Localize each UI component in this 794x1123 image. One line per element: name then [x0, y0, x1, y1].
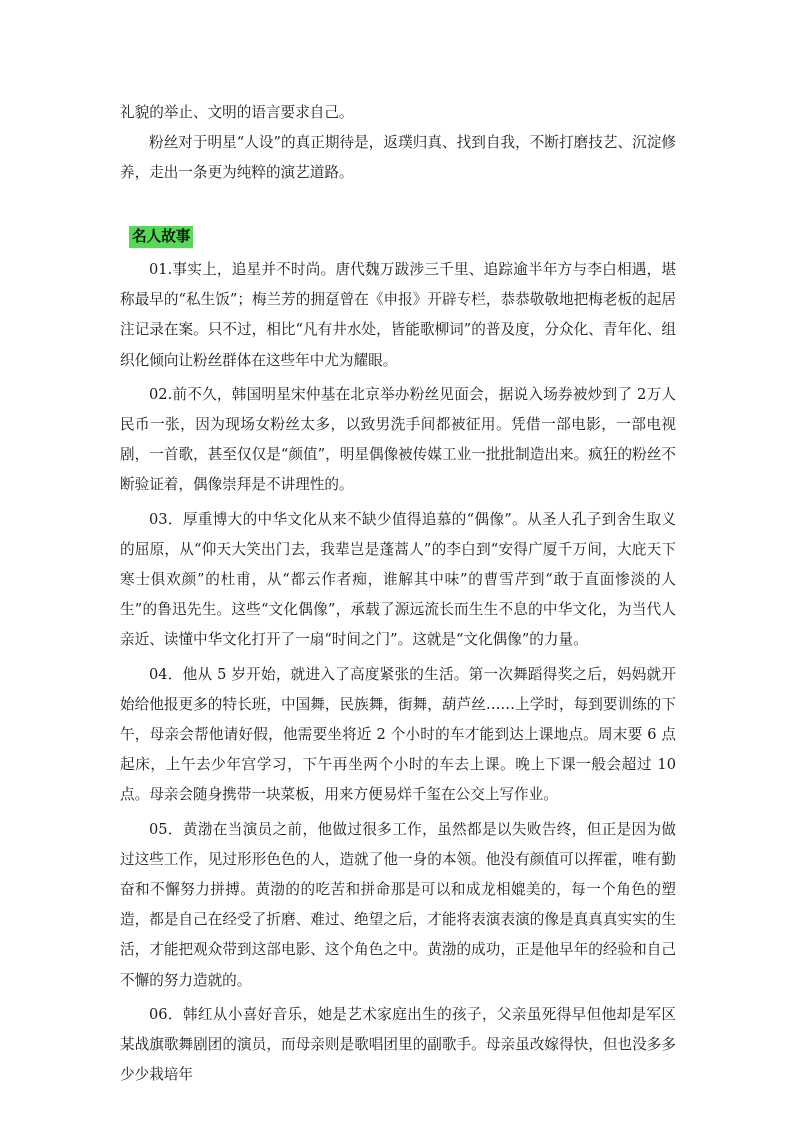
story-paragraph-02: 02.前不久，韩国明星宋仲基在北京举办粉丝见面会，据说入场券被炒到了 2万人民币一张，因为现场女粉丝太多，以致男洗手间都被征用。凭借一部电影，一部电视剧，一首歌，甚至仅仅是“颜值”，明星偶像被传媒工业一批批制造出来。疯狂的粉丝不断验证着，偶像崇拜是不讲理性的。: [120, 385, 676, 494]
intro-section: [120, 98, 676, 189]
story-paragraph-01: 01.事实上，追星并不时尚。唐代魏万跋涉三千里、追踪逾半年方与李白相遇，堪称最早的“私生饭”；梅兰芳的拥趸曾在《申报》开辟专栏，恭恭敬敬地把梅老板的起居注记录在案。只不过，相比“凡有井水处，皆能歌柳词”的普及度，分众化、青年化、组织化倾向让粉丝群体在这些年中尤为耀眼。: [120, 261, 676, 369]
story-paragraph-03: 03．厚重博大的中华文化从来不缺少值得追慕的“偶像”。从圣人孔子到舍生取义的屈原，从“仰天大笑出门去，我辈岂是蓬蒿人”的李白到“安得广厦千万间，大庇天下寒士俱欢颜”的杜甫，从“都云作者痴，谁解其中味”的曹雪芹到“敢于直面惨淡的人生”的鲁迅先生。这些“文化偶像”，承载了源远流长而生生不息的中华文化，为当代人亲近、读懂中华文化打开了一扇“时间之门”。这就是“文化偶像”的力量。: [120, 510, 676, 649]
story-paragraph-06: 06．韩红从小喜好音乐，她是艺术家庭出生的孩子，父亲虽死得早但他却是军区某战旗歌舞剧团的演员，而母亲则是歌唱团里的副歌手。母亲虽改嫁得快，但也没多多少少栽培年: [120, 1005, 676, 1084]
story-paragraph-05: 05．黄渤在当演员之前，他做过很多工作，虽然都是以失败告终，但正是因为做过这些工作，见过形形色色的人，造就了他一身的本领。他没有颜值可以挥霍，唯有勤奋和不懈努力拼搏。黄渤的的吃苦和拼命那是可以和成龙相媲美的，每一个角色的塑造，都是自己在经受了折磨、难过、绝望之后，才能将表演表演的像是真真真实实的生活，才能把观众带到这部电影、这个角色之中。黄渤的成功，正是他早年的经验和自己不懈的努力造就的。: [120, 820, 676, 989]
stories-section: [120, 255, 676, 1090]
intro-paragraph: 粉丝对于明星“人设”的真正期待是，返璞归真、找到自我，不断打磨技艺、沉淀修养，走出一条更为纯粹的演艺道路。: [120, 134, 676, 182]
continuation-line: 礼貌的举止、文明的语言要求自己。: [120, 104, 354, 121]
story-paragraph-04: 04．他从 5 岁开始，就进入了高度紧张的生活。第一次舞蹈得奖之后，妈妈就开始给他报更多的特长班，中国舞，民族舞，街舞，葫芦丝……上学时，每到要训练的下午，母亲会帮他请好假，他需要坐将近 2 个小时的车才能到达上课地点。周末要 6 点起床，上午去少年宫学习，下午再坐两个小时的车去上课。晚上下课一般会超过 10 点。母亲会随身携带一块菜板，用来方便易烊千玺在公交上写作业。: [120, 665, 676, 804]
section-heading: 名人故事: [129, 226, 193, 248]
